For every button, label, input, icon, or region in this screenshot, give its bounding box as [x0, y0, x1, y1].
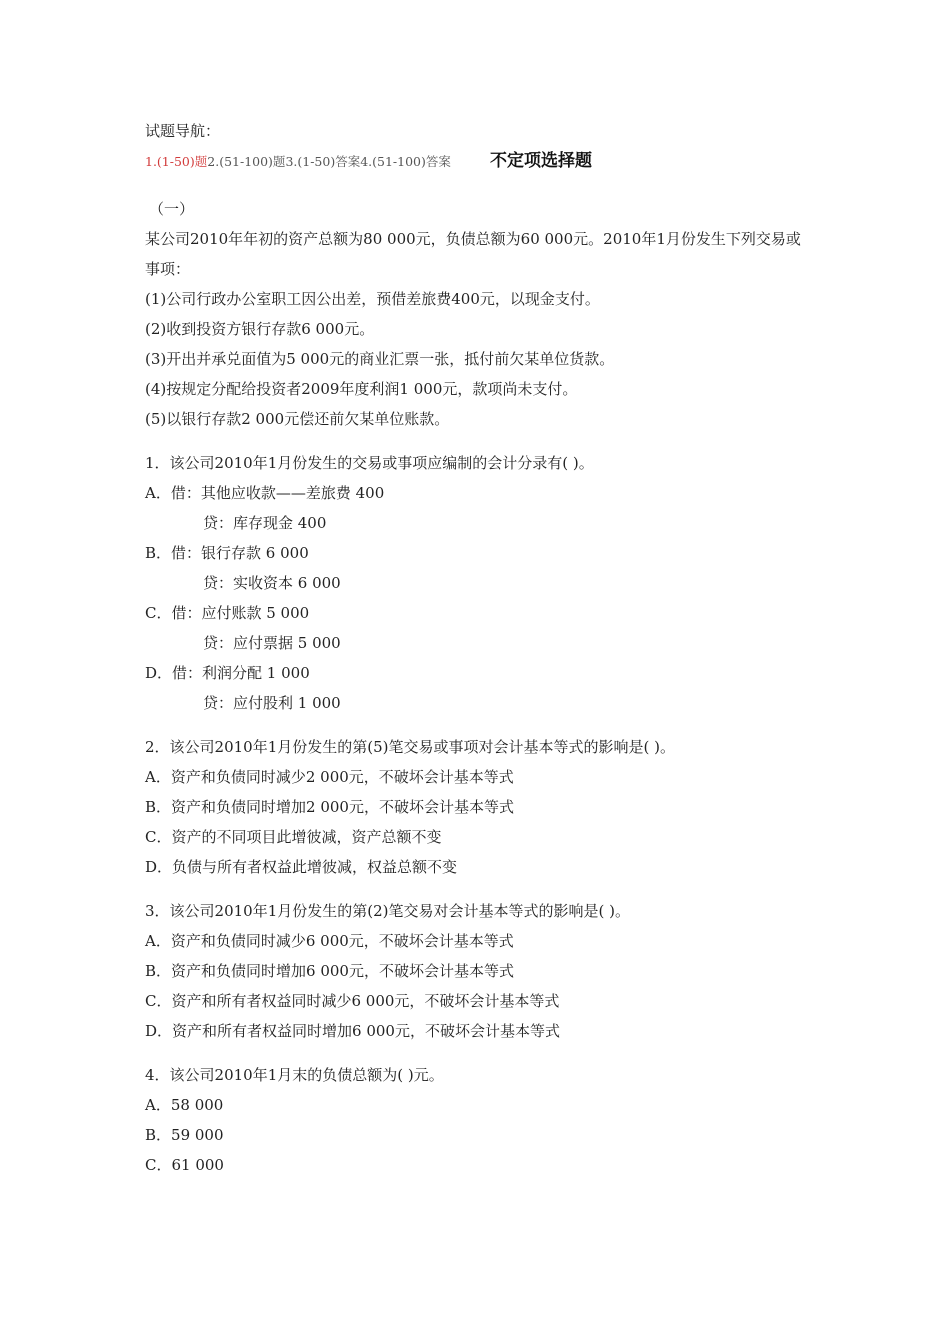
question-4	[145, 1060, 845, 1180]
transaction-item: (4)按规定分配给投资者2009年度利润1 000元，款项尚未支付。	[145, 380, 578, 398]
option-d[interactable]: D．资产和所有者权益同时增加6 000元，不破坏会计基本等式	[145, 1022, 560, 1040]
question-3	[145, 896, 845, 1046]
section-heading: 不定项选择题	[490, 151, 592, 171]
nav-link-answers-1-50[interactable]: 3.(1-50)答案	[285, 154, 361, 169]
option-a[interactable]: A．借：其他应收款——差旅费 400	[145, 484, 385, 502]
document-page	[145, 118, 845, 1180]
question-stem: 1．该公司2010年1月份发生的交易或事项应编制的会计分录有( )。	[145, 454, 594, 472]
option-c[interactable]: C．资产的不同项目此增彼减，资产总额不变	[145, 828, 442, 846]
question-stem: 3．该公司2010年1月份发生的第(2)笔交易对会计基本等式的影响是( )。	[145, 902, 630, 920]
option-b-credit: 贷：实收资本 6 000	[203, 574, 341, 592]
nav-link-answers-51-100[interactable]: 4.(51-100)答案	[360, 154, 451, 169]
option-a[interactable]: A．58 000	[145, 1096, 224, 1114]
option-c[interactable]: C．借：应付账款 5 000	[145, 604, 310, 622]
option-b[interactable]: B．59 000	[145, 1126, 224, 1144]
nav-label: 试题导航：	[145, 122, 221, 140]
transaction-item: (1)公司行政办公室职工因公出差，预借差旅费400元，以现金支付。	[145, 290, 600, 308]
nav-link-q1-50[interactable]: 1.(1-50)题	[145, 154, 208, 169]
question-2	[145, 732, 845, 882]
option-a[interactable]: A．资产和负债同时减少6 000元，不破坏会计基本等式	[145, 932, 514, 950]
option-d[interactable]: D．借：利润分配 1 000	[145, 664, 310, 682]
nav-row	[145, 146, 845, 180]
option-a[interactable]: A．资产和负债同时减少2 000元，不破坏会计基本等式	[145, 768, 514, 786]
question-stem: 2．该公司2010年1月份发生的第(5)笔交易或事项对会计基本等式的影响是( )。	[145, 738, 675, 756]
option-d-credit: 贷：应付股利 1 000	[203, 694, 341, 712]
option-c[interactable]: C．61 000	[145, 1156, 224, 1174]
option-a-credit: 贷：库存现金 400	[203, 514, 327, 532]
option-b[interactable]: B．借：银行存款 6 000	[145, 544, 309, 562]
nav-link-q51-100[interactable]: 2.(51-100)题	[207, 154, 286, 169]
option-b[interactable]: B．资产和负债同时增加2 000元，不破坏会计基本等式	[145, 798, 514, 816]
nav-links	[145, 152, 451, 170]
section-number: （一）	[149, 200, 195, 218]
intro-paragraph: 某公司2010年年初的资产总额为80 000元，负债总额为60 000元。2010年1月份发生下列交易或事项：	[145, 230, 801, 278]
question-1	[145, 448, 845, 718]
question-stem: 4．该公司2010年1月末的负债总额为( )元。	[145, 1066, 444, 1084]
option-c-credit: 贷：应付票据 5 000	[203, 634, 341, 652]
transaction-item: (5)以银行存款2 000元偿还前欠某单位账款。	[145, 410, 450, 428]
option-b[interactable]: B．资产和负债同时增加6 000元，不破坏会计基本等式	[145, 962, 514, 980]
option-d[interactable]: D．负债与所有者权益此增彼减，权益总额不变	[145, 858, 458, 876]
option-c[interactable]: C．资产和所有者权益同时减少6 000元，不破坏会计基本等式	[145, 992, 560, 1010]
transaction-item: (3)开出并承兑面值为5 000元的商业汇票一张，抵付前欠某单位货款。	[145, 350, 615, 368]
transaction-item: (2)收到投资方银行存款6 000元。	[145, 320, 375, 338]
